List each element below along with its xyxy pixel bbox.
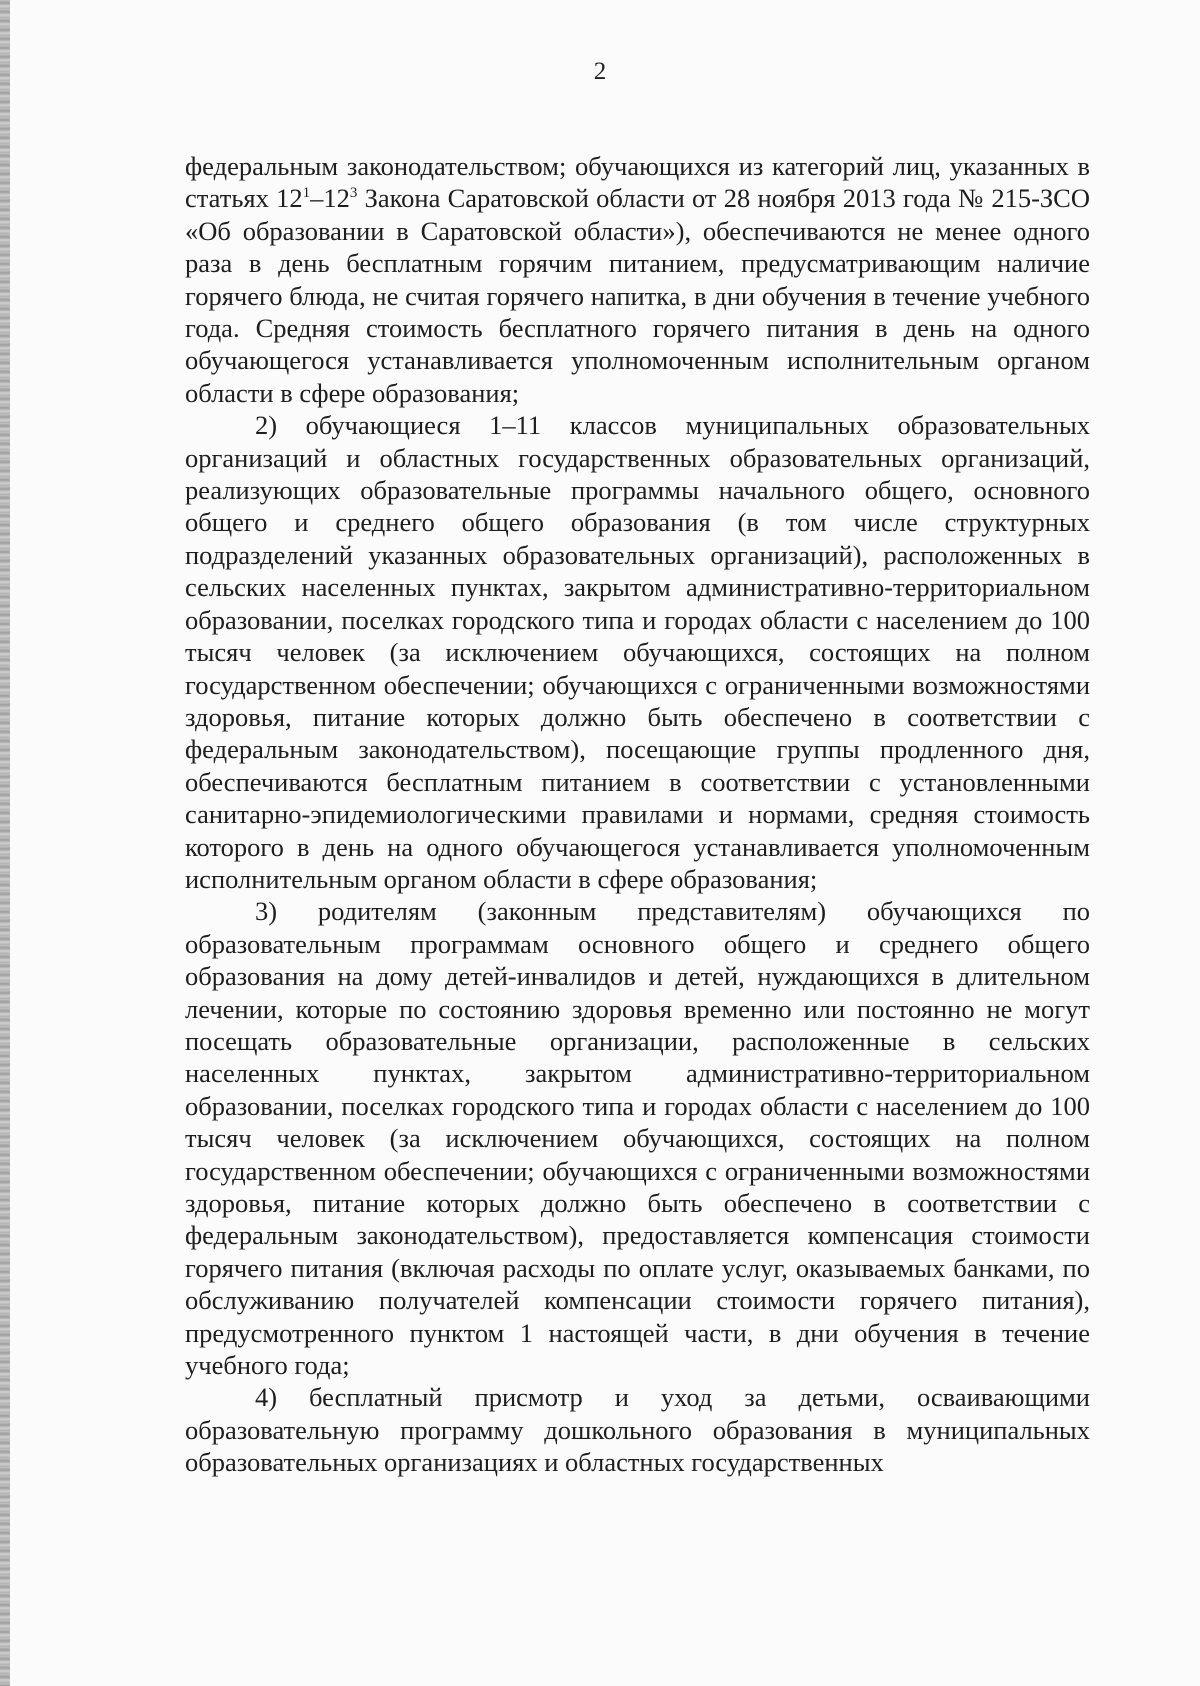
text-run: федеральным законодательством; обучающихся из категорий лиц, указанных в статьях 12	[185, 151, 1090, 214]
paragraph-4: 4) бесплатный присмотр и уход за детьми, осваивающими образовательную программу дошкольного образования в муниципальных образовательных организациях и областных государственных	[185, 1382, 1090, 1478]
superscript: 3	[349, 185, 358, 202]
paragraph-2: 2) обучающиеся 1–11 классов муниципальных образовательных организаций и областных государственных образовательных организаций, реализующих образовательные программы начального общего, основного общего и среднего общего образования (в том числе структурных подразделений указанных образовательных организаций), расположенных в сельских населенных пунктах, закрытом административно-территориальном образовании, поселках городского типа и городах области с населением до 100 тысяч человек (за исключением обучающихся, состоящих на полном государственном обеспечении; обучающихся с ограниченными возможностями здоровья, питание которых должно быть обеспечено в соответствии с федеральным законодательством), посещающие группы продленного дня, обеспечиваются бесплатным питанием в соответствии с установленными санитарно-эпидемиологическими правилами и нормами, средняя стоимость которого в день на одного обучающегося устанавливается уполномоченным исполнительным органом области в сфере образования;	[185, 410, 1090, 894]
paragraph-3: 3) родителям (законным представителям) обучающихся по образовательным программам основного общего и среднего общего образования на дому детей-инвалидов и детей, нуждающихся в длительном лечении, которые по состоянию здоровья временно или постоянно не могут посещать образовательные организации, расположенные в сельских населенных пунктах, закрытом административно-территориальном образовании, поселках городского типа и городах области с населением до 100 тысяч человек (за исключением обучающихся, состоящих на полном государственном обеспечении; обучающихся с ограниченными возможностями здоровья, питание которых должно быть обеспечено в соответствии с федеральным законодательством), предоставляется компенсация стоимости горячего питания (включая расходы по оплате услуг, оказываемых банками, по обслуживанию получателей компенсации стоимости горячего питания), предусмотренного пунктом 1 настоящей части, в дни обучения в течение учебного года;	[185, 896, 1090, 1381]
scan-edge-shadow	[0, 0, 10, 1686]
paragraph-1	[185, 150, 1090, 409]
text-run: Закона Саратовской области от 28 ноября 2013 года № 215-ЗСО «Об образовании в Саратовской области»), обеспечиваются не менее одного раза в день бесплатным горячим питанием, предусматривающим наличие горячего блюда, не считая горячего напитка, в дни обучения в течение учебного года. Средняя стоимость бесплатного горячего питания в день на одного обучающегося устанавливается уполномоченным исполнительным органом области в сфере образования;	[185, 183, 1090, 408]
superscript: 1	[302, 185, 311, 202]
page-number: 2	[593, 58, 607, 85]
text-run: –12	[310, 183, 350, 214]
document-body	[185, 150, 1090, 1479]
